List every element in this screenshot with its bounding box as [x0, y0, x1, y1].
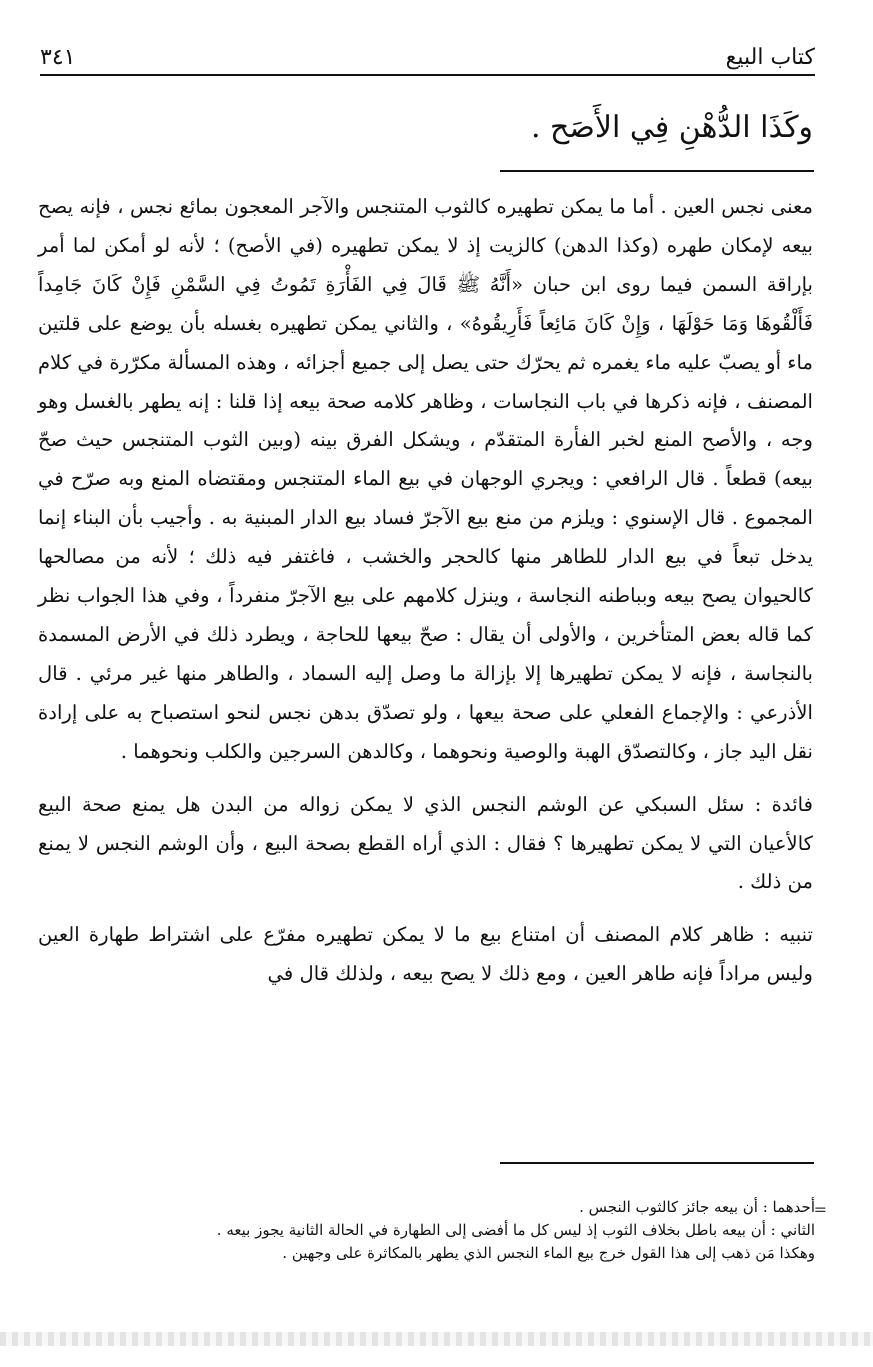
commentary-body — [38, 188, 813, 994]
footnote-line: الثاني : أن بيعه باطل بخلاف الثوب إذ ليس كل ما أفضى إلى الطهارة في الحالة الثانية يجوز بيعه . — [216, 1221, 815, 1239]
footnote-line: أحدهما : أن بيعه جائز كالثوب النجس . — [579, 1198, 815, 1216]
footnote-separator — [500, 1162, 814, 1164]
note-paragraph: تنبيه : ظاهر كلام المصنف أن امتناع بيع ما لا يمكن تطهيره مفرّع على اشتراط طهارة العين وليس مراداً فإنه طاهر العين ، ومع ذلك لا يصح بيعه ، ولذلك قال في — [38, 923, 813, 986]
benefit-paragraph: فائدة : سئل السبكي عن الوشم النجس الذي لا يمكن زواله من البدن هل يمنع صحة البيع كالأعيان التي لا يمكن تطهيرها ؟ فقال : الذي أراه القطع بصحة البيع ، وأن الوشم النجس لا يمنع من ذلك . — [38, 792, 813, 894]
decorative-border — [0, 1332, 873, 1346]
matn-separator — [500, 170, 814, 172]
chapter-title: كتاب البيع — [725, 45, 815, 70]
footnote-line: وهكذا مَن ذهب إلى هذا القول خرج بيع الماء النجس الذي يطهر بالمكاثرة على وجهين . — [282, 1244, 815, 1262]
footnote-continuation-marker: = — [813, 1200, 827, 1219]
commentary-paragraph: معنى نجس العين . أما ما يمكن تطهيره كالثوب المتنجس والآجر المعجون بمائع نجس ، فإنه يصح بيعه لإمكان طهره (وكذا الدهن) كالزيت إذ لا يمكن تطهيره (في الأصح) ؛ لأنه لو أمكن لما أمر بإراقة السمن فيما روى ابن حبان «أَنَّهُ ﷺ قَالَ فِي الفَأْرَةِ تَمُوتُ فِي السَّمْنِ فَإِنْ كَانَ جَامِداً فَأَلْقُوهَا وَمَا حَوْلَهَا ، وَإِنْ كَانَ مَائِعاً فَأَرِيقُوهُ» ، والثاني يمكن تطهيره بغسله بأن يوضع على قلتين ماء أو يصبّ عليه ماء يغمره ثم يحرّك حتى يصل إلى جميع أجزائه ، وهذه المسألة مكرّرة في كلام المصنف ، فإنه ذكرها في باب النجاسات ، وظاهر كلامه صحة بيعه إذا قلنا : إنه يطهر بالغسل وهو وجه ، والأصح المنع لخبر الفأرة المتقدّم ، ويشكل الفرق بينه (وبين الثوب المتنجس حيث صحّ بيعه) قطعاً . قال الرافعي : ويجري الوجهان في بيع الماء المتنجس ومقتضاه المنع وبه صرّح في المجموع . قال الإسنوي : ويلزم من منع بيع الآجرّ فساد بيع الدار المبنية به . وأجيب بأن البناء إنما يدخل تبعاً في بيع الدار للطاهر منها كالحجر والخشب ، فاغتفر فيه ذلك ؛ لأنه من مصالحها كالحيوان يصح بيعه وبباطنه النجاسة ، وينزل كلامهم على بيع الآجرّ منفرداً ، وفي هذا الجواب نظر كما قاله بعض المتأخرين ، والأولى أن يقال : صحّ بيعها للحاجة ، ويطرد ذلك في الأرض المسمدة بالنجاسة ، فإنه لا يمكن تطهيرها إلا بإزالة ما وصل إليه السماد ، والطاهر منها غير مرئي . قال الأذرعي : والإجماع الفعلي على صحة بيعها ، ولو تصدّق بدهن نجس لنحو استصباح به على إرادة نقل اليد جاز ، وكالتصدّق الهبة والوصية ونحوهما ، وكالدهن السرجين والكلب ونحوهما . — [38, 195, 813, 763]
footnotes — [38, 1196, 815, 1265]
matn-text: وكَذَا الدُّهْنِ فِي الأَصَح . — [530, 110, 813, 145]
page-number: ٣٤١ — [40, 45, 76, 70]
running-header — [40, 30, 815, 76]
